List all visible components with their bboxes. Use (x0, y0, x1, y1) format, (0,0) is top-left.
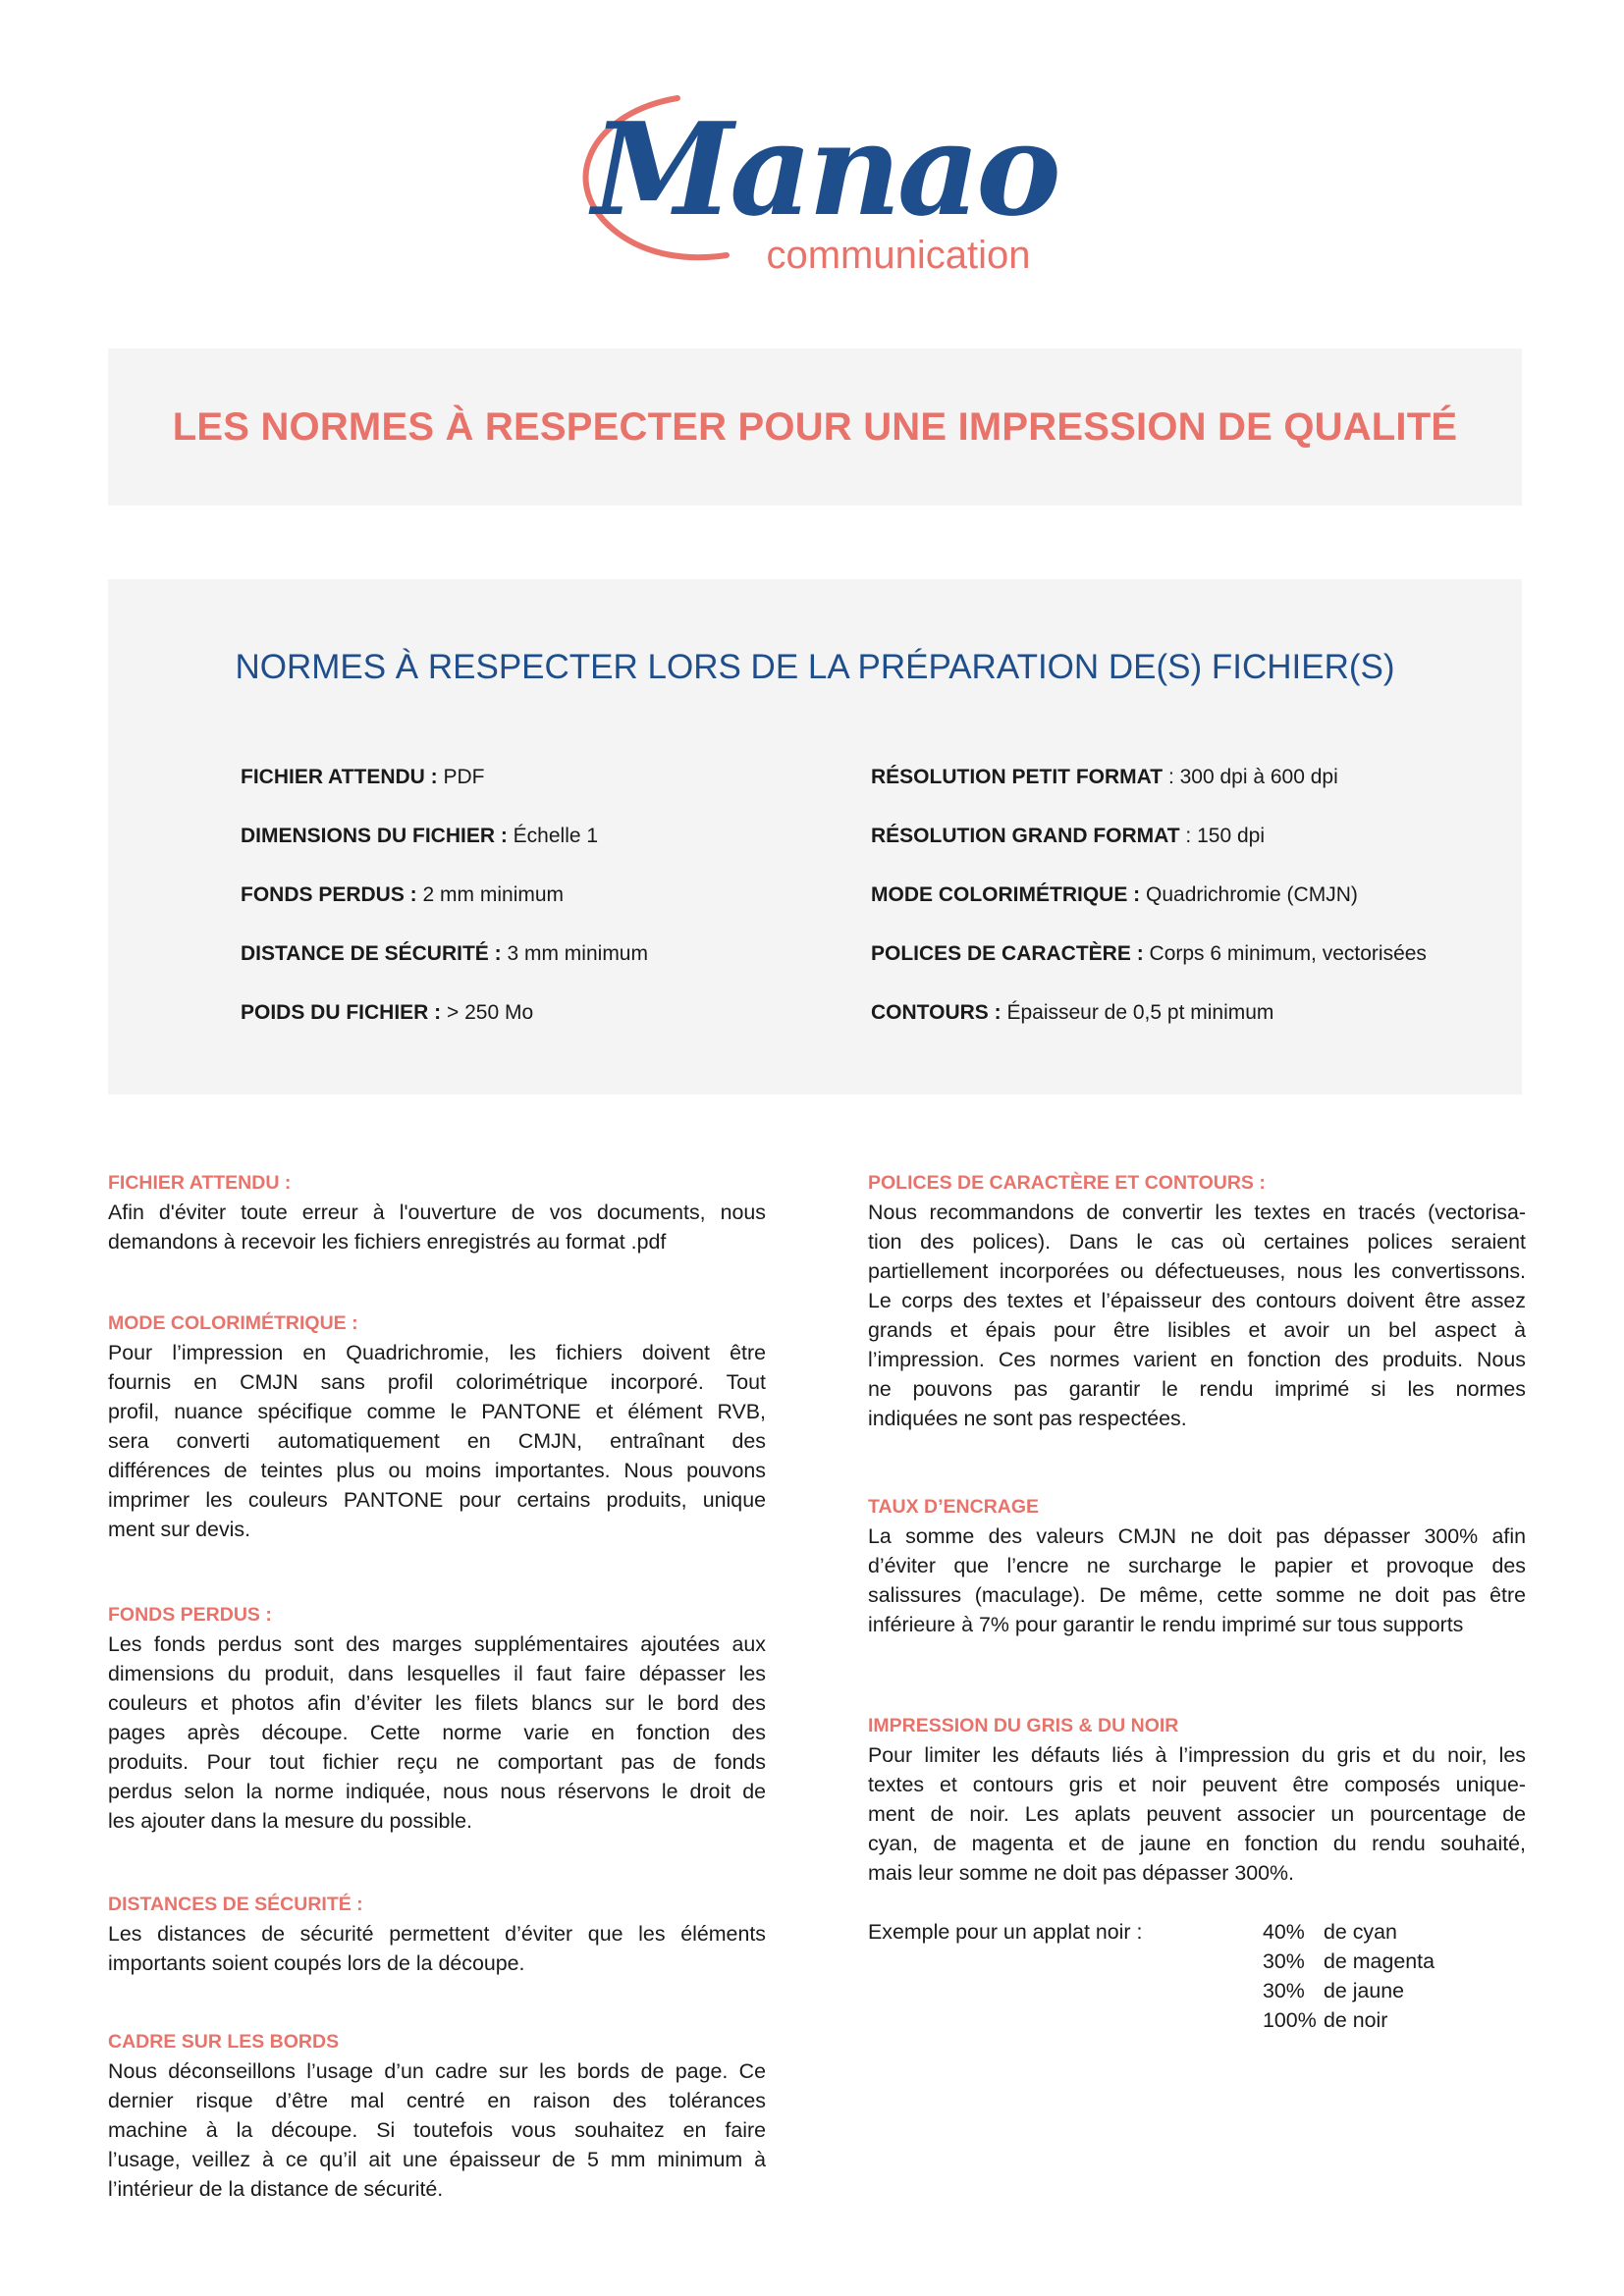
norm-item (871, 939, 1427, 998)
text-line: Pour l’impression en Quadrichromie, les fichiers doivent être (108, 1341, 766, 1364)
text-line: textes et contours gris et noir peuvent être composés unique- (868, 1773, 1526, 1796)
text-line: Le corps des textes et l’épaisseur des contours doivent être assez (868, 1289, 1526, 1312)
text-line: produits. Pour tout fichier reçu ne comportant pas de fonds (108, 1750, 766, 1774)
example-text: de jaune (1324, 1979, 1405, 2002)
section-body (868, 1522, 1526, 1639)
title-banner (108, 348, 1522, 506)
text-line: grands et épais pour être lisibles et avoir un bel aspect à (868, 1318, 1526, 1342)
example-row (1263, 1947, 1435, 1976)
example-percent: 30% (1263, 1979, 1305, 2002)
section-body (108, 2056, 766, 2204)
text-line: demandons à recevoir les fichiers enregistrés au format .pdf (108, 1230, 667, 1254)
text-line: Les distances de sécurité permettent d’éviter que les éléments (108, 1922, 766, 1946)
norm-item (241, 763, 648, 822)
section-fichier-attendu (108, 1168, 766, 1256)
section-heading: POLICES DE CARACTÈRE ET CONTOURS : (868, 1172, 1266, 1194)
text-line: dernier risque d’être mal centré en raison des tolérances (108, 2089, 766, 2112)
example-percent: 100% (1263, 2008, 1317, 2032)
section-mode-colorimetrique (108, 1308, 766, 1544)
norm-value: 3 mm minimum (501, 942, 648, 965)
norm-item (241, 939, 648, 998)
norm-item (241, 881, 648, 939)
section-body (108, 1919, 766, 1978)
example-text: de cyan (1324, 1920, 1397, 1944)
text-line: imprimer les couleurs PANTONE pour certains produits, unique (108, 1488, 766, 1512)
page-title: LES NORMES À RESPECTER POUR UNE IMPRESSION DE QUALITÉ (172, 404, 1458, 449)
norm-value: Corps 6 minimum, vectorisées (1143, 942, 1427, 965)
example-percent: 40% (1263, 1920, 1305, 1944)
section-heading: FONDS PERDUS : (108, 1604, 272, 1626)
norm-item (241, 822, 648, 881)
example-row (1263, 2005, 1435, 2035)
norm-label: RÉSOLUTION GRAND FORMAT (871, 825, 1180, 847)
text-line: couleurs et photos afin d’éviter les filets blancs sur le bord des (108, 1691, 766, 1715)
text-line: l’impression. Ces normes varient en fonction des produits. Nous (868, 1348, 1526, 1371)
text-line: sera converti automatiquement en CMJN, entraînant des (108, 1429, 766, 1453)
section-heading: IMPRESSION DU GRIS & DU NOIR (868, 1715, 1179, 1736)
section-polices-contours (868, 1168, 1526, 1433)
text-line: perdus selon la norme indiquée, nous nous réservons le droit de (108, 1780, 766, 1803)
norm-label: CONTOURS : (871, 1001, 1001, 1024)
section-heading: TAUX D’ENCRAGE (868, 1496, 1040, 1518)
norm-value: : 150 dpi (1179, 825, 1265, 847)
section-body (108, 1338, 766, 1544)
section-body (108, 1629, 766, 1836)
norms-summary-box (108, 579, 1522, 1095)
text-line: Les fonds perdus sont des marges supplémentaires ajoutées aux (108, 1632, 766, 1656)
norms-right-column (871, 763, 1427, 1057)
norm-value: Épaisseur de 0,5 pt minimum (1001, 1001, 1274, 1024)
example-row (1263, 1976, 1435, 2005)
text-line: Nous déconseillons l’usage d’un cadre sur les bords de page. Ce (108, 2059, 766, 2083)
text-line: salissures (maculage). De même, cette somme ne doit pas être (868, 1583, 1526, 1607)
norms-title: NORMES À RESPECTER LORS DE LA PRÉPARATION DE(S) FICHIER(S) (235, 648, 1395, 686)
section-heading: FICHIER ATTENDU : (108, 1172, 292, 1194)
text-line: inférieure à 7% pour garantir le rendu imprimé sur tous supports (868, 1613, 1464, 1636)
norm-label: POIDS DU FICHIER : (241, 1001, 442, 1024)
text-line: dimensions du produit, dans lesquelles il faut faire dépasser les (108, 1662, 766, 1685)
brand-logo (530, 69, 1100, 294)
text-line: l’intérieur de la distance de sécurité. (108, 2177, 444, 2201)
norm-value: > 250 Mo (441, 1001, 534, 1024)
norm-value: PDF (437, 766, 485, 788)
section-fonds-perdus (108, 1600, 766, 1836)
section-body (108, 1198, 766, 1256)
norm-item (871, 822, 1427, 881)
text-line: ne pouvons pas garantir le rendu imprimé si les normes (868, 1377, 1526, 1401)
norm-label: FICHIER ATTENDU : (241, 766, 438, 788)
section-cadre-bords (108, 2027, 766, 2204)
section-heading: CADRE SUR LES BORDS (108, 2031, 340, 2053)
text-line: cyan, de magenta et de jaune en fonction du rendu souhaité, (868, 1832, 1526, 1855)
text-line: l’usage, veillez à ce qu’il ait une épaisseur de 5 mm minimum à (108, 2148, 766, 2171)
text-line: ment de noir. Les aplats peuvent associer un pourcentage de (868, 1802, 1526, 1826)
norm-value: Quadrichromie (CMJN) (1140, 883, 1358, 906)
example-percent: 30% (1263, 1949, 1305, 1973)
norm-label: DIMENSIONS DU FICHIER : (241, 825, 508, 847)
logo-graphic (530, 69, 1100, 294)
example-row (1263, 1917, 1435, 1947)
text-line: tion des polices). Dans le cas où certaines polices seraient (868, 1230, 1526, 1254)
text-line: fournis en CMJN sans profil colorimétrique incorporé. Tout (108, 1370, 766, 1394)
text-line: Afin d'éviter toute erreur à l'ouverture de vos documents, nous (108, 1201, 766, 1224)
section-distances-securite (108, 1890, 766, 1978)
section-body (868, 1198, 1526, 1433)
norm-value: : 300 dpi à 600 dpi (1163, 766, 1338, 788)
norm-label: FONDS PERDUS : (241, 883, 417, 906)
section-taux-encrage (868, 1492, 1526, 1639)
logo-tagline: communication (766, 234, 1031, 277)
section-heading: MODE COLORIMÉTRIQUE : (108, 1312, 358, 1334)
text-line: d’éviter que l’encre ne surcharge le papier et provoque des (868, 1554, 1526, 1577)
example-text: de magenta (1324, 1949, 1435, 1973)
text-line: machine à la découpe. Si toutefois vous souhaitez en faire (108, 2118, 766, 2142)
text-line: pages après découpe. Cette norme varie en fonction des (108, 1721, 766, 1744)
norm-item (871, 881, 1427, 939)
text-line: profil, nuance spécifique comme le PANTONE et élément RVB, (108, 1400, 766, 1423)
text-line: Pour limiter les défauts liés à l’impression du gris et du noir, les (868, 1743, 1526, 1767)
norm-item (241, 998, 648, 1057)
norm-label: MODE COLORIMÉTRIQUE : (871, 883, 1141, 906)
logo-wordmark: Manao (592, 94, 1057, 244)
section-gris-noir (868, 1711, 1526, 1888)
text-line: partiellement incorporées ou défectueuses, nous les convertissons. (868, 1259, 1526, 1283)
norm-item (871, 763, 1427, 822)
text-line: Nous recommandons de convertir les textes en tracés (vectorisa- (868, 1201, 1526, 1224)
section-body (868, 1740, 1526, 1888)
example-values (1263, 1917, 1435, 2035)
section-heading: DISTANCES DE SÉCURITÉ : (108, 1894, 363, 1915)
norm-value: Échelle 1 (507, 825, 599, 847)
example-label: Exemple pour un applat noir : (868, 1920, 1143, 1944)
example-text: de noir (1324, 2008, 1388, 2032)
text-line: les ajouter dans la mesure du possible. (108, 1809, 472, 1833)
norm-item (871, 998, 1427, 1057)
norm-value: 2 mm minimum (416, 883, 565, 906)
text-line: indiquées ne sont pas respectées. (868, 1407, 1187, 1430)
norms-left-column (241, 763, 648, 1057)
text-line: différences de teintes plus ou moins importantes. Nous pouvons (108, 1459, 766, 1482)
norm-label: DISTANCE DE SÉCURITÉ : (241, 942, 502, 965)
text-line: mais leur somme ne doit pas dépasser 300%. (868, 1861, 1294, 1885)
norm-label: POLICES DE CARACTÈRE : (871, 942, 1144, 965)
norm-label: RÉSOLUTION PETIT FORMAT (871, 766, 1164, 788)
text-line: La somme des valeurs CMJN ne doit pas dépasser 300% afin (868, 1524, 1526, 1548)
text-line: ment sur devis. (108, 1518, 251, 1541)
text-line: importants soient coupés lors de la découpe. (108, 1951, 525, 1975)
